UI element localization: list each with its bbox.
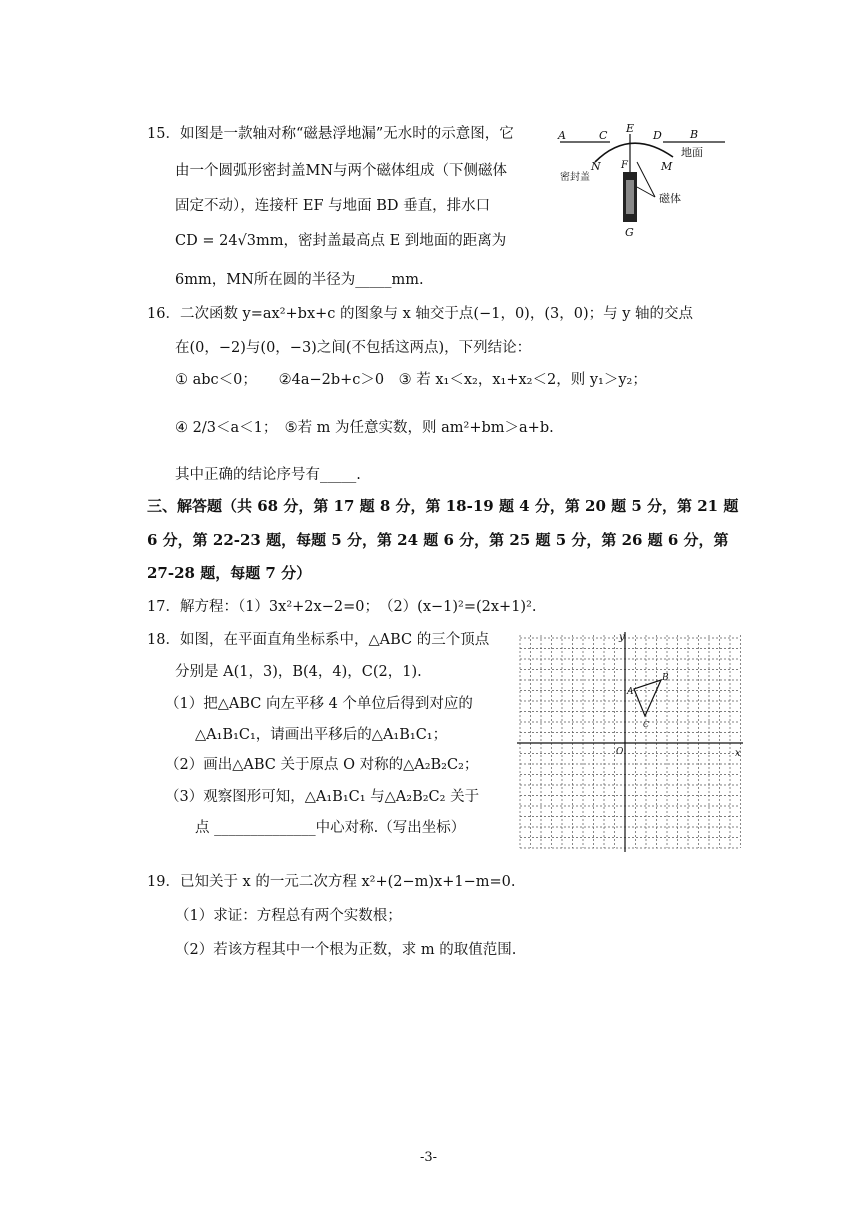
- vertex-B-label: B: [662, 673, 669, 683]
- q15-line4: CD = 24√3mm，密封盖最高点 E 到地面的距离为: [175, 233, 507, 249]
- label-D: D: [653, 129, 662, 142]
- vertex-C-label: C: [643, 720, 650, 729]
- label-G: G: [625, 226, 634, 239]
- label-seal: 密封盖: [560, 172, 590, 183]
- triangle-ABC: [634, 680, 661, 716]
- q19-line3: （2）若该方程其中一个根为正数，求 m 的取值范围.: [175, 942, 517, 958]
- label-magnet: 磁体: [659, 192, 681, 205]
- q18-line7: 点 ______________中心对称.（写出坐标）: [195, 820, 466, 836]
- label-E: E: [626, 122, 635, 135]
- grid-lines: [520, 635, 741, 848]
- q18-line6: （3）观察图形可知，△A₁B₁C₁ 与△A₂B₂C₂ 关于: [165, 789, 480, 805]
- q18-line4: △A₁B₁C₁，请画出平移后的△A₁B₁C₁；: [195, 727, 448, 743]
- label-M: M: [661, 160, 673, 173]
- q19-line1: 19．已知关于 x 的一元二次方程 x²+(2−m)x+1−m=0.: [147, 874, 516, 890]
- q17-line1: 17．解方程：（1）3x²+2x−2=0； （2）(x−1)²=(2x+1)².: [147, 599, 537, 615]
- label-C: C: [599, 129, 608, 142]
- y-axis-label: y: [619, 632, 625, 643]
- q15-line5: 6mm，MN所在圆的半径为_____mm.: [175, 272, 424, 288]
- x-axis-label: x: [735, 748, 741, 759]
- origin-label: O: [616, 747, 624, 757]
- label-B: B: [690, 128, 699, 141]
- q16-line2: 在(0，−2)与(0，−3)之间(不包括这两点)，下列结论：: [175, 340, 532, 356]
- q19-line2: （1）求证：方程总有两个实数根；: [175, 908, 402, 924]
- q15-line1: 15．如图是一款轴对称“磁悬浮地漏”无水时的示意图，它: [147, 126, 514, 142]
- coordinate-grid: [515, 630, 750, 855]
- label-ground: 地面: [681, 146, 703, 159]
- q18-line5: （2）画出△ABC 关于原点 O 对称的△A₂B₂C₂；: [165, 757, 479, 773]
- section3-line1: 三、解答题（共 68 分，第 17 题 8 分，第 18-19 题 4 分，第 20 题 5 分，第 21 题: [147, 497, 739, 515]
- q16-line4: ④ 2/3＜a＜1； ⑤若 m 为任意实数，则 am²+bm＞a+b.: [175, 420, 554, 436]
- floor-drain-diagram: [555, 122, 730, 247]
- page-number: -3-: [420, 1150, 438, 1165]
- q18-line1: 18．如图，在平面直角坐标系中，△ABC 的三个顶点: [147, 632, 490, 648]
- q18-line2: 分别是 A(1，3)，B(4，4)，C(2，1).: [175, 664, 422, 680]
- magnet-core: [626, 180, 634, 214]
- label-F: F: [621, 160, 628, 171]
- q16-line5: 其中正确的结论序号有_____.: [175, 467, 361, 483]
- q15-line3: 固定不动），连接杆 EF 与地面 BD 垂直，排水口: [175, 198, 491, 214]
- q16-line1: 16．二次函数 y=ax²+bx+c 的图象与 x 轴交于点(−1，0)，(3，0)；与 y 轴的交点: [147, 306, 694, 322]
- section3-line2: 6 分，第 22-23 题，每题 5 分，第 24 题 6 分，第 25 题 5 分，第 26 题 6 分，第: [147, 531, 729, 549]
- q15-line2: 由一个圆弧形密封盖MN与两个磁体组成（下侧磁体: [175, 163, 508, 179]
- section3-line3: 27-28 题，每题 7 分）: [147, 564, 312, 582]
- label-A: A: [558, 129, 566, 142]
- label-N: N: [591, 160, 601, 173]
- q16-line3: ① abc＜0； ②4a−2b+c＞0 ③ 若 x₁＜x₂，x₁+x₂＜2，则 y₁＞y₂；: [175, 372, 647, 388]
- vertex-A-label: A: [627, 687, 634, 697]
- q18-line3: （1）把△ABC 向左平移 4 个单位后得到对应的: [165, 696, 473, 712]
